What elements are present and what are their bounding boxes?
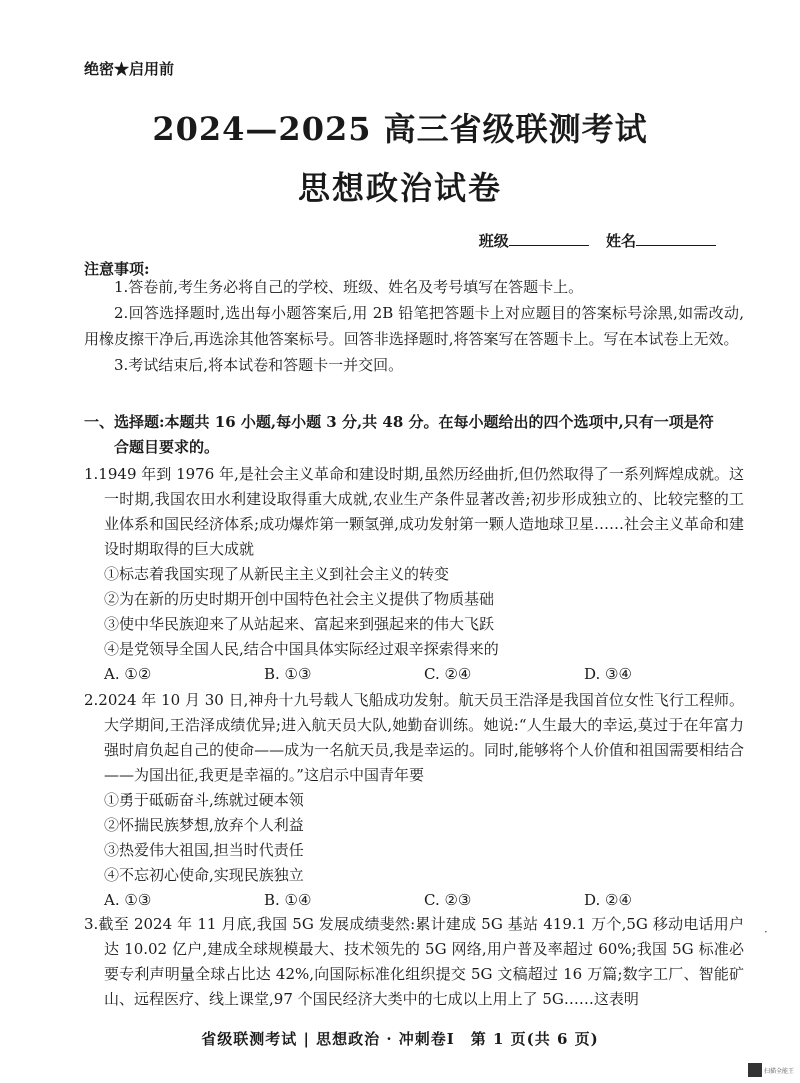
statement-option: ②为在新的历史时期开创中国特色社会主义提供了物质基础: [104, 590, 495, 608]
section-heading: [84, 410, 744, 460]
name-label: 姓名: [605, 232, 636, 250]
statement-option: ④是党领导全国人民,结合中国具体实际经过艰辛探索得来的: [104, 640, 499, 658]
statement-option: ①标志着我国实现了从新民主主义到社会主义的转变: [104, 565, 450, 583]
choice-a[interactable]: A. ①③: [104, 891, 152, 909]
class-blank[interactable]: [509, 231, 589, 246]
confidential-mark: 绝密★启用前: [84, 60, 175, 78]
question-2: [84, 688, 744, 913]
scanner-logo-icon: [748, 1063, 762, 1077]
notice-heading: 注意事项:: [84, 260, 150, 278]
question-stem: 1.1949 年到 1976 年,是社会主义革命和建设时期,虽然历经曲折,但仍然取得了一系列辉煌成就。这一时期,我国农田水利建设取得重大成就,农业生产条件显著改善;初步形成独立的、比较完整的工业体系和国民经济体系;成功爆炸第一颗氢弹,成功发射第一颗人造地球卫星……社会主义革命和建设时期取得的巨大成就: [84, 465, 744, 558]
choice-c[interactable]: C. ②③: [424, 891, 472, 909]
choice-a[interactable]: A. ①②: [104, 665, 152, 683]
notice-item: 1.答卷前,考生务必将自己的学校、班级、姓名及考号填写在答题卡上。: [114, 278, 584, 296]
section-line2: 合题目要求的。: [114, 438, 220, 456]
page-footer: 省级联测考试 | 思想政治 · 冲刺卷Ⅰ 第 1 页(共 6 页): [201, 1030, 599, 1048]
answer-choices: [84, 662, 744, 687]
statement-option: ④不忘初心使命,实现民族独立: [104, 866, 304, 884]
choice-c[interactable]: C. ②④: [424, 665, 472, 683]
question-3: [84, 912, 744, 1012]
margin-mark: ·: [764, 925, 768, 939]
notice-list: [84, 274, 744, 378]
choice-d[interactable]: D. ②④: [584, 891, 632, 909]
notice-item: 3.考试结束后,将本试卷和答题卡一并交回。: [114, 356, 404, 374]
question-stem: 2.2024 年 10 月 30 日,神舟十九号载人飞船成功发射。航天员王浩泽是我国首位女性飞行工程师。大学期间,王浩泽成绩优异;进入航天员大队,她勤奋训练。她说:“人生最大的幸运,莫过于在年富力强时肩负起自己的使命——成为一名航天员,我是幸运的。同时,能够将个人价值和祖国需要相结合——为国出征,我更是幸福的。”这启示中国青年要: [84, 691, 744, 784]
section-line1: 一、选择题:本题共 16 小题,每小题 3 分,共 48 分。在每小题给出的四个选项中,只有一项是符: [84, 413, 714, 431]
statement-option: ③使中华民族迎来了从站起来、富起来到强起来的伟大飞跃: [104, 615, 495, 633]
class-label: 班级: [478, 232, 509, 250]
scanner-label: 扫描全能王: [764, 1068, 795, 1075]
name-blank[interactable]: [636, 231, 716, 246]
answer-choices: [84, 888, 744, 913]
notice-item: 2.回答选择题时,选出每小题答案后,用 2B 铅笔把答题卡上对应题目的答案标号涂黑,如需改动,用橡皮擦干净后,再选涂其他答案标号。回答非选择题时,将答案写在答题卡上。写在本试卷上无效。: [84, 304, 744, 348]
statement-option: ②怀揣民族梦想,放弃个人利益: [104, 816, 304, 834]
paper-title: 思想政治试卷: [297, 169, 502, 207]
student-info-fields: [479, 230, 728, 251]
question-1: [84, 462, 744, 687]
exam-title: 2024—2025 高三省级联测考试: [152, 110, 648, 148]
question-stem: 3.截至 2024 年 11 月底,我国 5G 发展成绩斐然:累计建成 5G 基站 419.1 万个,5G 移动电话用户达 10.02 亿户,建成全球规模最大、技术领先的 5G 网络,用户普及率超过 60%;我国 5G 标准必要专利声明量全球占比达 42%,向国际标准化组织提交 5G 文稿超过 16 万篇;数字工厂、智能矿山、远程医疗、线上课堂,97 个国民经济大类中的七成以上用上了 5G……这表明: [84, 915, 744, 1008]
choice-b[interactable]: B. ①④: [264, 891, 312, 909]
statement-option: ③热爱伟大祖国,担当时代责任: [104, 841, 304, 859]
choice-d[interactable]: D. ③④: [584, 665, 632, 683]
statement-option: ①勇于砥砺奋斗,练就过硬本领: [104, 791, 304, 809]
choice-b[interactable]: B. ①③: [264, 665, 312, 683]
